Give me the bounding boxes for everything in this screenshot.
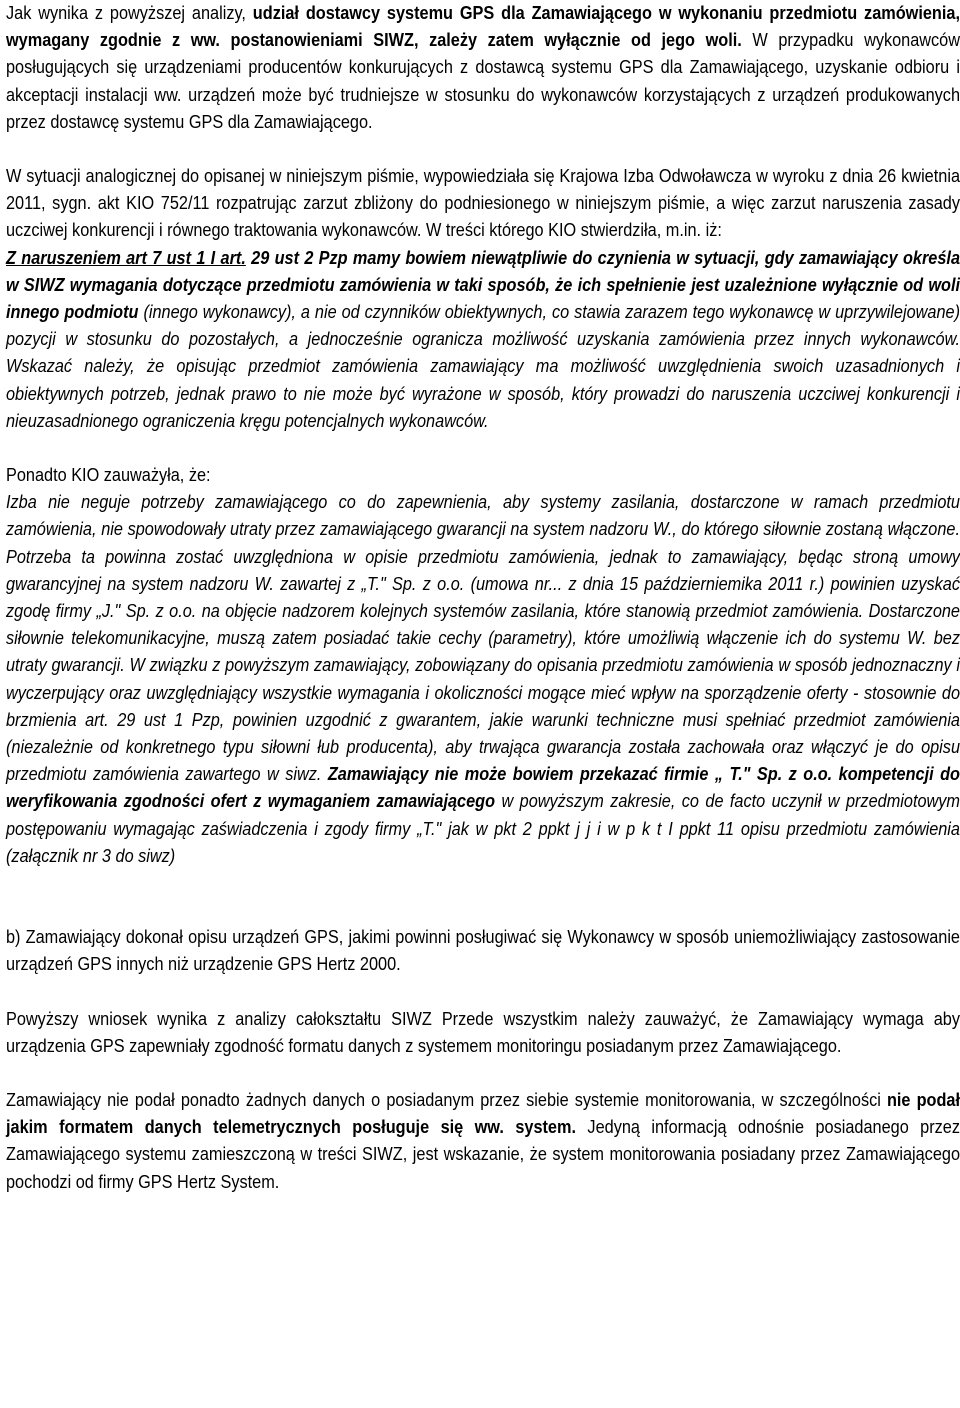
text-monitoring-end: Jedyną informacją odnośnie posiadanego przez Zamawiającego systemu zamieszczoną w treści SIWZ, jest wskazanie, że system monitorowania posiadany przez Zamawiającego pochodzi od firmy GPS Hertz System. <box>6 1117 960 1192</box>
paragraph-monitoring-data <box>6 1087 960 1196</box>
paragraph-point-b <box>6 924 960 978</box>
paragraph-gps-supplier-analysis <box>6 0 960 136</box>
text-conclusion-siwz: Powyższy wniosek wynika z analizy całokształtu SIWZ Przede wszystkim należy zauważyć, że Zamawiający wymaga aby urządzenia GPS zapewniały zgodność formatu danych z systemem monitoringu posiadanym przez Zamawiającego. <box>6 1008 960 1056</box>
text-izba-italic-end: w powyższym zakresie, co de facto uczynił w przedmiotowym postępowaniu wymagając zaświadczenia i zgody firmy „T." jak w pkt 2 ppkt j j i w p k t I ppkt 11 opisu przedmiotu zamówienia (załącznik nr 3 do siwz) <box>6 791 960 866</box>
paragraph-spacer <box>6 870 960 924</box>
text-intro: Jak wynika z powyższej analizy, <box>6 3 253 23</box>
text-monitoring-bold: nie podał jakim formatem danych telemetrycznych posługuje się ww. system. <box>6 1089 960 1138</box>
paragraph-spacer <box>6 435 960 462</box>
text-quote-article: Z naruszeniem art 7 ust 1 I art. <box>6 247 246 268</box>
text-kio-noted: Ponadto KIO zauważyła, że: <box>6 465 211 486</box>
text-kio-ruling: W sytuacji analogicznej do opisanej w niniejszym piśmie, wypowiedziała się Krajowa Izba Odwoławcza w wyroku z dnia 26 kwietnia 2011, sygn. akt KIO 752/11 rozpatrując zarzut zbliżony do podniesionego w niniejszym piśmie, a więc zarzut naruszenia zasady uczciwej konkurencji i równego traktowania wykonawców. W treści którego KIO stwierdziła, m.in. iż: <box>6 166 960 241</box>
text-monitoring-intro: Zamawiający nie podał ponadto żadnych danych o posiadanym przez siebie systemie monitorowania, w szczególności <box>6 1089 887 1110</box>
text-bold-conclusion: udział dostawcy systemu GPS dla Zamawiającego w wykonaniu przedmiotu zamówienia, wymagany zgodnie z ww. postanowieniami SIWZ, zależy zatem wyłącznie od jego woli. <box>6 3 960 51</box>
text-izba-italic: Izba nie neguje potrzeby zamawiającego co do zapewnienia, aby systemy zasilania, dostarczone w ramach przedmiotu zamówienia, nie spowodowały utraty przez zamawiającego gwarancji na system nadzoru W., do którego siłownie zostaną włączone. Potrzeba ta powinna zostać uwzględniona w opisie przedmiotu zamówienia, jednak to zamawiający, będąc stroną umowy gwarancyjnej na system nadzoru W. zawartej z „T." Sp. z o.o. (umowa nr... z dnia 15 październiemika 2011 r.) powinien uzyskać zgodę firmy „J." Sp. z o.o. na objęcie nadzorem kolejnych systemów zasilania, które stanowią przedmiot zamówienia. Dostarczone siłownie telekomunikacyjne, muszą zatem posiadać takie cechy (parametry), które umożliwią włączenie ich do systemu W. bez utraty gwarancji. W związku z powyższym zamawiający, zobowiązany do opisania przedmiotu zamówienia w sposób jednoznaczny i wyczerpujący oraz uwzględniający wszystkie wymagania i okoliczności mogące mieć wpływ na sporządzenie oferty - stosownie do brzmienia art. 29 ust 1 Pzp, powinien uzgodnić z gwarantem, jakie warunki techniczne musi spełniać przedmiot zamówienia (niezależnie od konkretnego typu siłowni łub producenta), aby trwająca gwarancja została zachowała oraz włączyć je do opisu przedmiotu zamówienia zawartego w siwz. <box>6 492 960 785</box>
text-point-b: b) Zamawiający dokonał opisu urządzeń GPS, jakimi powinni posługiwać się Wykonawcy w sposób uniemożliwiający zastosowanie urządzeń GPS innych niż urządzenie GPS Hertz 2000. <box>6 927 960 975</box>
paragraph-kio-ruling <box>6 163 960 245</box>
text-quote-bold: 29 ust 2 Pzp mamy bowiem niewątpliwie do czynienia w sytuacji, gdy zamawiający określa w SIWZ wymagania dotyczące przedmiotu zamówienia w taki sposób, że ich spełnienie jest uzależnione wyłącznie od woli innego podmiotu <box>6 247 960 323</box>
text-izba-bold: Zamawiający nie może bowiem przekazać firmie „ T." Sp. z o.o. kompetencji do weryfikowania zgodności ofert z wymaganiem zamawiającego <box>6 764 960 812</box>
paragraph-kio-quote <box>6 245 960 435</box>
paragraph-spacer <box>6 136 960 163</box>
paragraph-kio-noted <box>6 462 960 489</box>
text-quote-italic: (innego wykonawcy), a nie od czynników obiektywnych, co stawia zarazem tego wykonawcę w uprzywilejowane) pozycji w stosunku do pozostałych, a jednocześnie ogranicza możliwość uzyskania zamówienia przez innych wykonawców. Wskazać należy, że opisując przedmiot zamówienia zamawiający ma możliwość uwzględnienia swoich uzasadnionych i obiektywnych potrzeb, jednak prawo to nie może być wyrażone w sposób, który prowadzi do naruszenia uczciwej konkurencji i nieuzasadnionego ograniczenia kręgu potencjalnych wykonawców. <box>6 302 960 431</box>
text-continuation: W przypadku wykonawców posługujących się urządzeniami producentów konkurujących z dostawcą systemu GPS dla Zamawiającego, uzyskanie odbioru i akceptacji instalacji ww. urządzeń może być trudniejsze w stosunku do wykonawców korzystających z urządzeń produkowanych przez dostawcę systemu GPS dla Zamawiającego. <box>6 30 960 132</box>
paragraph-izba-quote <box>6 489 960 870</box>
paragraph-spacer <box>6 979 960 1006</box>
paragraph-conclusion-siwz <box>6 1006 960 1060</box>
paragraph-spacer <box>6 1060 960 1087</box>
